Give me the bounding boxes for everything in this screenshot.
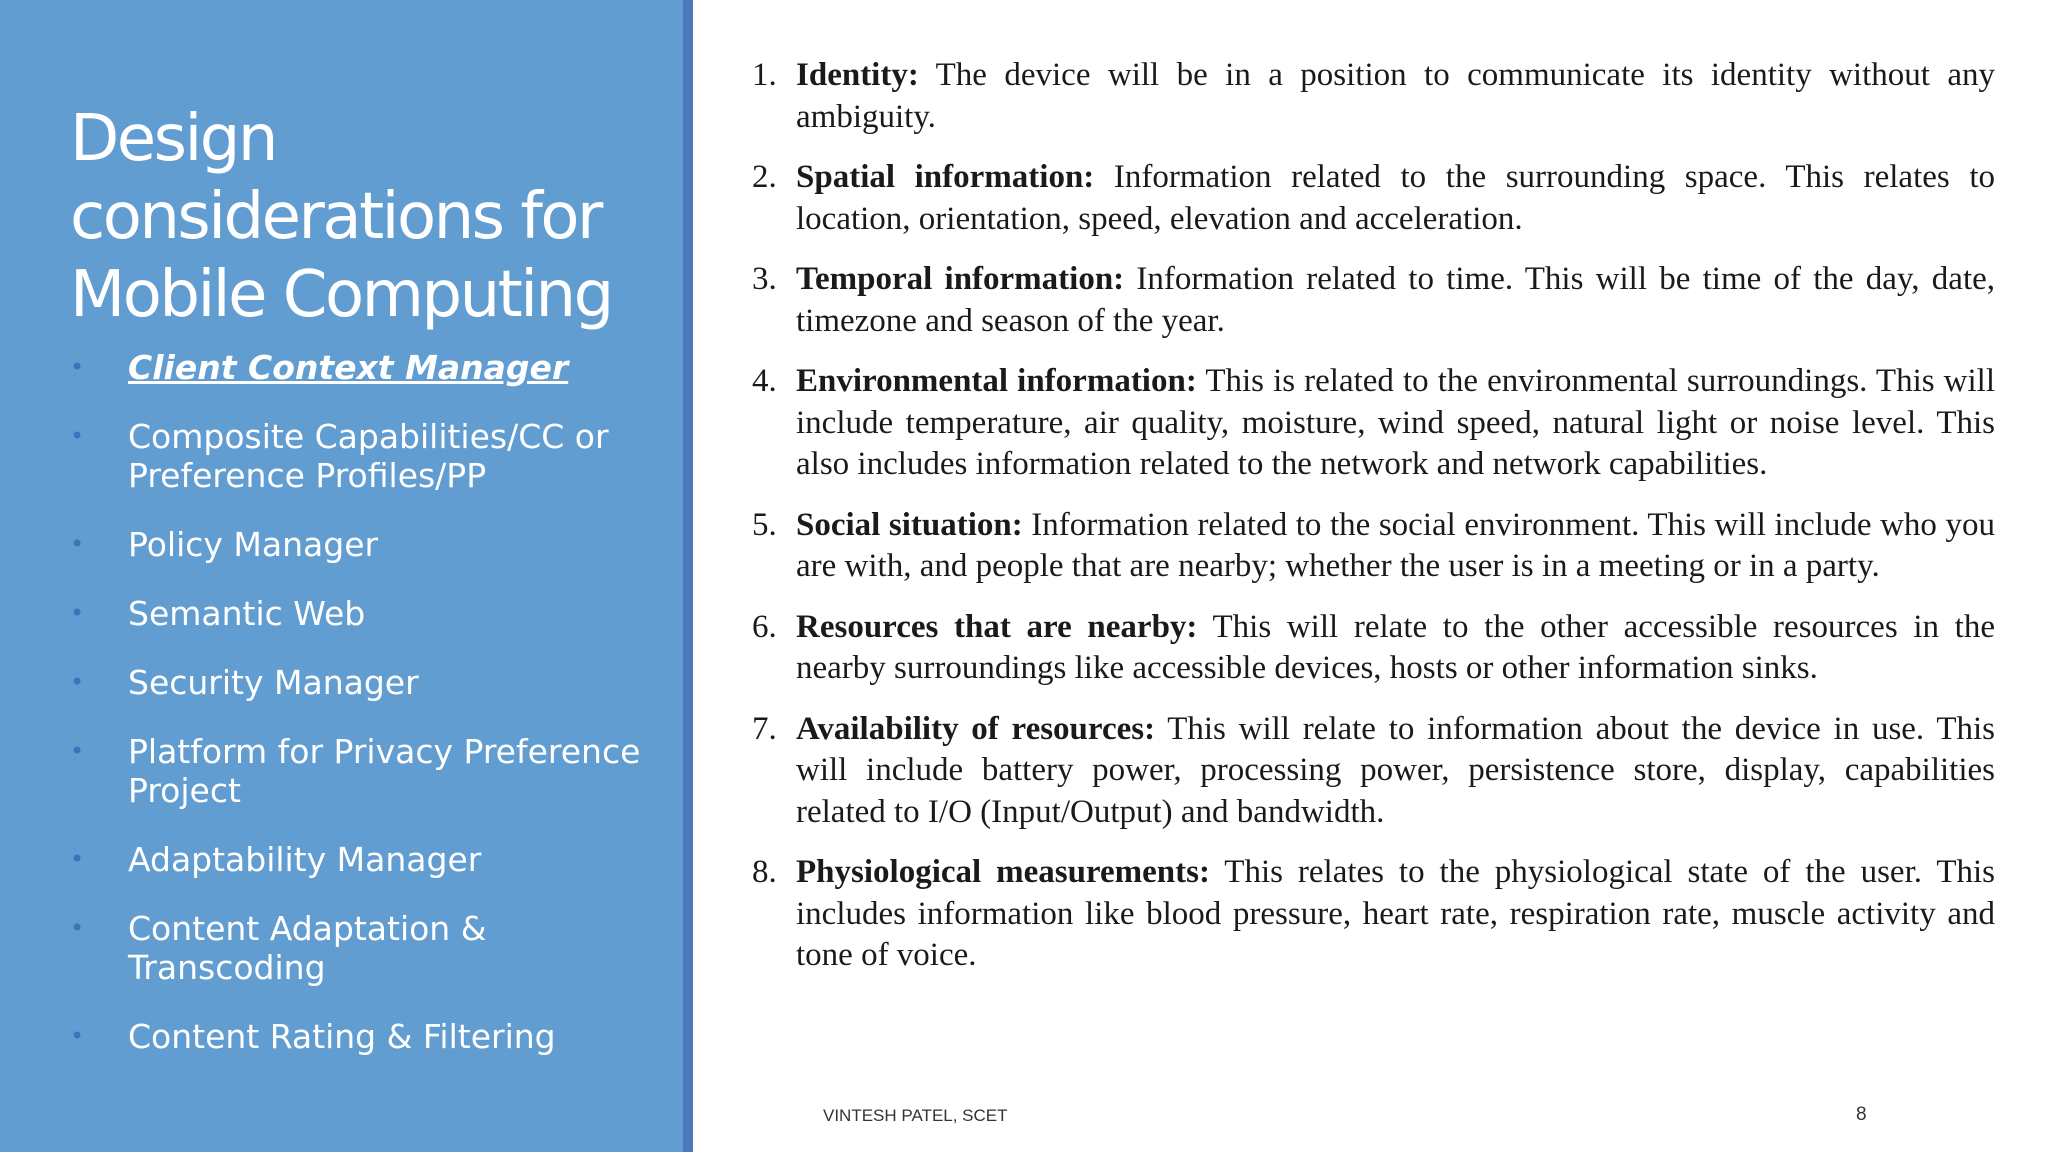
footer-author: VINTESH PATEL, SCET: [823, 1106, 1008, 1125]
bullet-item-content-adaptation: [70, 909, 670, 987]
bullet-label: Semantic Web: [128, 594, 366, 633]
doc-item-identity: [740, 55, 1995, 138]
item-number: 4.: [752, 363, 777, 399]
bullet-dot-icon: •: [70, 845, 85, 873]
bullet-item-security-manager: [70, 663, 670, 702]
bullet-item-content-rating: [70, 1017, 670, 1056]
item-term: Physiological measurements:: [796, 854, 1210, 890]
item-number: 7.: [752, 710, 777, 747]
item-term: Social situation:: [796, 506, 1023, 543]
item-term: Resources that are nearby:: [796, 608, 1198, 645]
item-number: 8.: [752, 854, 777, 890]
item-term: Availability of resources:: [796, 710, 1156, 747]
sidebar-panel: [0, 0, 683, 1152]
bullet-label: Platform for Privacy Preference Project: [128, 732, 641, 810]
bullet-dot-icon: •: [70, 530, 85, 558]
item-number: 3.: [752, 261, 777, 297]
context-info-list: [740, 55, 1995, 996]
bullet-dot-icon: •: [70, 353, 85, 381]
bullet-dot-icon: •: [70, 668, 85, 696]
bullet-label: Adaptability Manager: [128, 840, 482, 879]
page-number: 8: [1856, 1104, 1867, 1125]
bullet-item-policy-manager: [70, 525, 670, 564]
panel-divider: [683, 0, 693, 1152]
item-text: Information related to the social environment. This will include who you are with, and people that are nearby; whether the user is in a meeting or in a party.: [796, 506, 1995, 584]
bullet-dot-icon: •: [70, 422, 85, 450]
bullet-dot-icon: •: [70, 737, 85, 765]
item-number: 2.: [752, 159, 777, 195]
item-term: Environmental information:: [796, 363, 1197, 399]
bullet-dot-icon: •: [70, 599, 85, 627]
item-term: Identity:: [796, 57, 919, 93]
bullet-label: Composite Capabilities/CC or Preference Profiles/PP: [128, 417, 609, 495]
slide-title: Design considerations for Mobile Computing: [70, 102, 612, 332]
bullet-item-platform-privacy: [70, 732, 670, 810]
bullet-label: Security Manager: [128, 663, 419, 702]
bullet-item-composite-capabilities: [70, 417, 670, 495]
bullet-item-semantic-web: [70, 594, 670, 633]
doc-item-spatial: [740, 157, 1995, 240]
bullet-dot-icon: •: [70, 1022, 85, 1050]
doc-item-environmental: [740, 361, 1995, 486]
doc-item-resources-nearby: [740, 607, 1995, 690]
bullet-label[interactable]: Client Context Manager: [128, 348, 569, 387]
item-number: 5.: [752, 506, 777, 543]
doc-item-availability: [740, 709, 1995, 834]
item-text: Information related to the surrounding space. This relates to location, orientation, speed, elevation and acceleration.: [796, 159, 1995, 237]
bullet-label: Policy Manager: [128, 525, 379, 564]
item-text: The device will be in a position to communicate its identity without any ambiguity.: [796, 57, 1995, 135]
item-text: This relates to the physiological state of the user. This includes information like blood pressure, heart rate, respiration rate, muscle activity and tone of voice.: [796, 854, 1996, 973]
item-number: 6.: [752, 608, 777, 645]
item-text: This will relate to information about the device in use. This will include battery power, processing power, persistence store, display, capabilities related to I/O (Input/Output) and bandwidth.: [796, 710, 1995, 830]
item-text: This will relate to the other accessible resources in the nearby surroundings like accessible devices, hosts or other information sinks.: [796, 608, 1995, 686]
bullet-label: Content Rating & Filtering: [128, 1017, 556, 1056]
doc-item-temporal: [740, 259, 1995, 342]
item-text: This is related to the environmental surroundings. This will include temperature, air quality, moisture, wind speed, natural light or noise level. This also includes information related to the network and network capabilities.: [796, 363, 1996, 482]
doc-item-social: [740, 505, 1995, 588]
item-term: Spatial information:: [796, 159, 1095, 195]
bullet-item-adaptability-manager: [70, 840, 670, 879]
item-text: Information related to time. This will be time of the day, date, timezone and season of the year.: [796, 261, 1996, 339]
doc-item-physiological: [740, 852, 1995, 977]
bullet-label: Content Adaptation & Transcoding: [128, 909, 487, 987]
item-term: Temporal information:: [796, 261, 1125, 297]
bullet-item-client-context-manager: [70, 348, 670, 387]
bullet-dot-icon: •: [70, 914, 85, 942]
bullet-list: [70, 348, 670, 1086]
item-number: 1.: [752, 57, 777, 93]
